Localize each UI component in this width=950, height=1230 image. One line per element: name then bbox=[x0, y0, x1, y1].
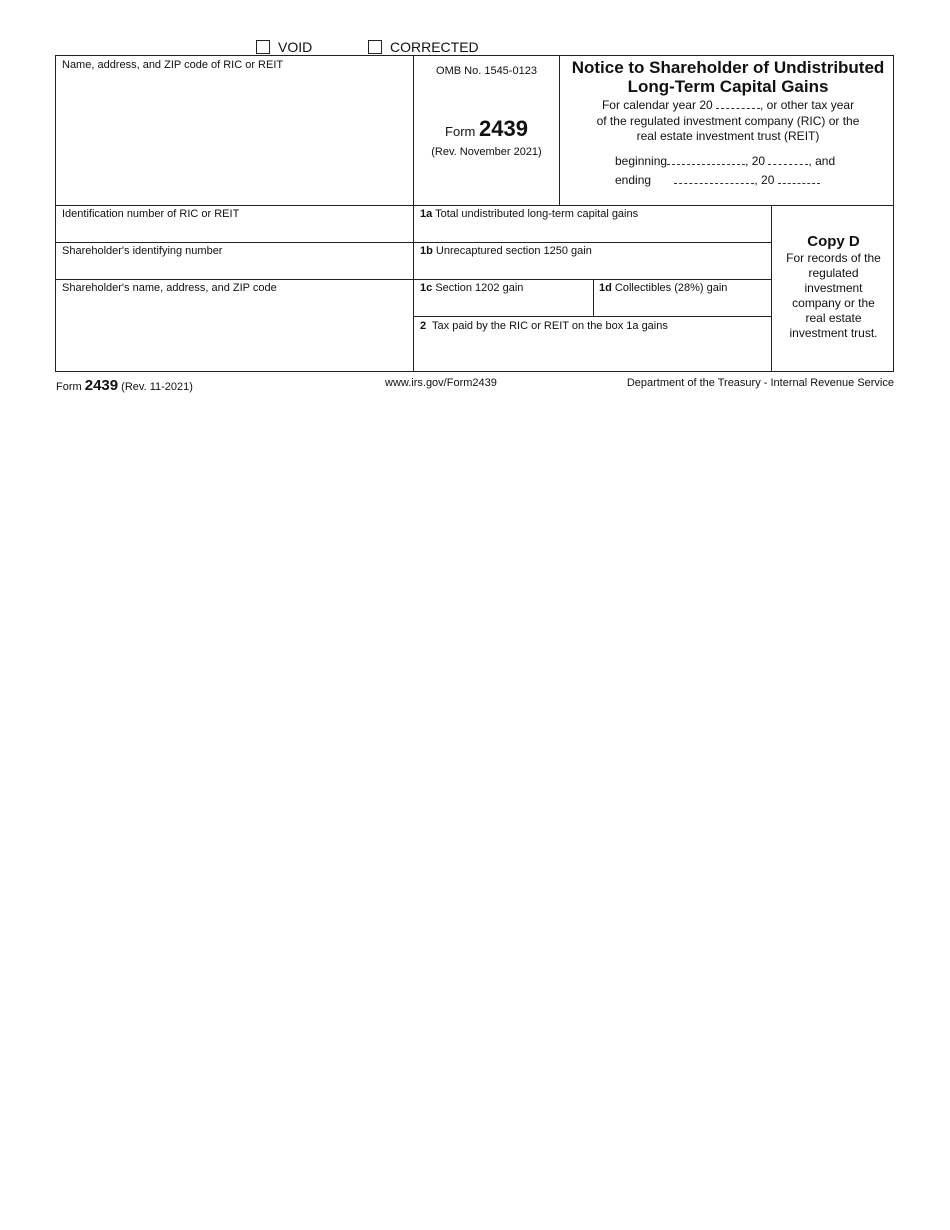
copy-d-heading: Copy D bbox=[807, 233, 860, 250]
box-2-field[interactable] bbox=[416, 335, 768, 369]
box-1a-text: Total undistributed long-term capital gains bbox=[435, 208, 639, 220]
ending-label: ending bbox=[615, 173, 652, 187]
shareholder-name-field[interactable] bbox=[58, 296, 410, 370]
divider-row-1a bbox=[56, 242, 771, 243]
box-1a-field[interactable] bbox=[416, 222, 768, 240]
divider-row-1c bbox=[414, 316, 771, 317]
box-1d-text: Collectibles (28%) gain bbox=[614, 282, 728, 294]
box-1b-text: Unrecaptured section 1250 gain bbox=[435, 245, 592, 257]
box-2-number: 2 bbox=[420, 320, 427, 332]
void-checkbox[interactable] bbox=[256, 40, 270, 54]
footer-agency: Department of the Treasury - Internal Revenue Service bbox=[626, 377, 894, 389]
ric-id-label: Identification number of RIC or REIT bbox=[62, 208, 240, 220]
divider-header-bottom bbox=[56, 205, 894, 206]
calendar-prefix: For calendar year 20 bbox=[601, 98, 713, 112]
box-2-label bbox=[420, 320, 668, 332]
box-1d-number: 1d bbox=[599, 282, 612, 294]
copy-d-line1: For records of the bbox=[786, 251, 881, 265]
void-label: VOID bbox=[278, 39, 313, 55]
shareholder-id-label: Shareholder's identifying number bbox=[62, 245, 223, 257]
tax-year-line3: real estate investment trust (REIT) bbox=[636, 129, 820, 143]
corrected-checkbox-group bbox=[368, 39, 479, 55]
beginning-label: beginning bbox=[615, 154, 668, 168]
box-1c-label bbox=[420, 282, 523, 294]
footer-form-id bbox=[56, 377, 193, 394]
form-2439-copy-d bbox=[55, 55, 894, 372]
divider-header-title bbox=[559, 56, 560, 206]
box-1a-number: 1a bbox=[420, 208, 433, 220]
box-1c-number: 1c bbox=[420, 282, 433, 294]
copy-d-block bbox=[772, 233, 895, 341]
calendar-year-line bbox=[561, 97, 895, 113]
divider-1c-1d bbox=[593, 279, 594, 317]
box-1c-field[interactable] bbox=[416, 296, 590, 314]
box-1d-field[interactable] bbox=[596, 296, 768, 314]
footer-form-number: 2439 bbox=[84, 377, 119, 394]
beginning-20: , 20 bbox=[745, 154, 766, 168]
footer-rev: (Rev. 11-2021) bbox=[121, 381, 193, 393]
void-checkbox-group bbox=[256, 39, 312, 55]
footer-form-word: Form bbox=[56, 381, 82, 393]
form-title-line1: Notice to Shareholder of Undistributed bbox=[571, 58, 885, 77]
form-revision: (Rev. November 2021) bbox=[431, 146, 542, 158]
box-1b-label bbox=[420, 245, 592, 257]
ric-name-label: Name, address, and ZIP code of RIC or REIT bbox=[62, 59, 284, 71]
form-number bbox=[414, 116, 559, 142]
corrected-checkbox[interactable] bbox=[368, 40, 382, 54]
shareholder-id-field[interactable] bbox=[58, 259, 410, 277]
corrected-label: CORRECTED bbox=[390, 39, 479, 55]
box-2-text: Tax paid by the RIC or REIT on the box 1a gains bbox=[432, 320, 668, 332]
ric-id-field[interactable] bbox=[58, 222, 410, 240]
copy-d-line6: investment trust. bbox=[789, 326, 878, 340]
and-label: , and bbox=[808, 154, 836, 168]
copy-d-line3: investment bbox=[804, 281, 863, 295]
form-number-value: 2439 bbox=[479, 116, 528, 141]
shareholder-name-label: Shareholder's name, address, and ZIP code bbox=[62, 282, 277, 294]
ric-name-field[interactable] bbox=[58, 74, 410, 202]
tax-year-line2: of the regulated investment company (RIC) or the bbox=[596, 114, 860, 128]
form-title-line2: Long-Term Capital Gains bbox=[627, 77, 829, 96]
beginning-date-field[interactable] bbox=[667, 153, 745, 165]
box-1c-text: Section 1202 gain bbox=[435, 282, 524, 294]
form-word: Form bbox=[445, 124, 476, 139]
divider-left-column bbox=[413, 56, 414, 372]
box-1b-number: 1b bbox=[420, 245, 433, 257]
copy-d-line5: real estate bbox=[805, 311, 862, 325]
beginning-year-field[interactable] bbox=[768, 153, 808, 165]
divider-row-1b bbox=[56, 279, 771, 280]
ending-20: , 20 bbox=[754, 173, 775, 187]
ending-year-field[interactable] bbox=[778, 172, 820, 184]
omb-number: OMB No. 1545-0123 bbox=[436, 65, 537, 77]
copy-d-line2: regulated bbox=[808, 266, 859, 280]
box-1b-field[interactable] bbox=[416, 259, 768, 277]
beginning-line bbox=[615, 153, 835, 168]
footer-url: www.irs.gov/Form2439 bbox=[385, 377, 497, 389]
box-1a-label bbox=[420, 208, 638, 220]
ending-date-field[interactable] bbox=[674, 172, 754, 184]
ending-line bbox=[615, 172, 820, 187]
box-1d-label bbox=[599, 282, 727, 294]
calendar-year-field[interactable] bbox=[716, 97, 760, 109]
copy-d-line4: company or the bbox=[792, 296, 875, 310]
calendar-suffix: , or other tax year bbox=[760, 98, 855, 112]
